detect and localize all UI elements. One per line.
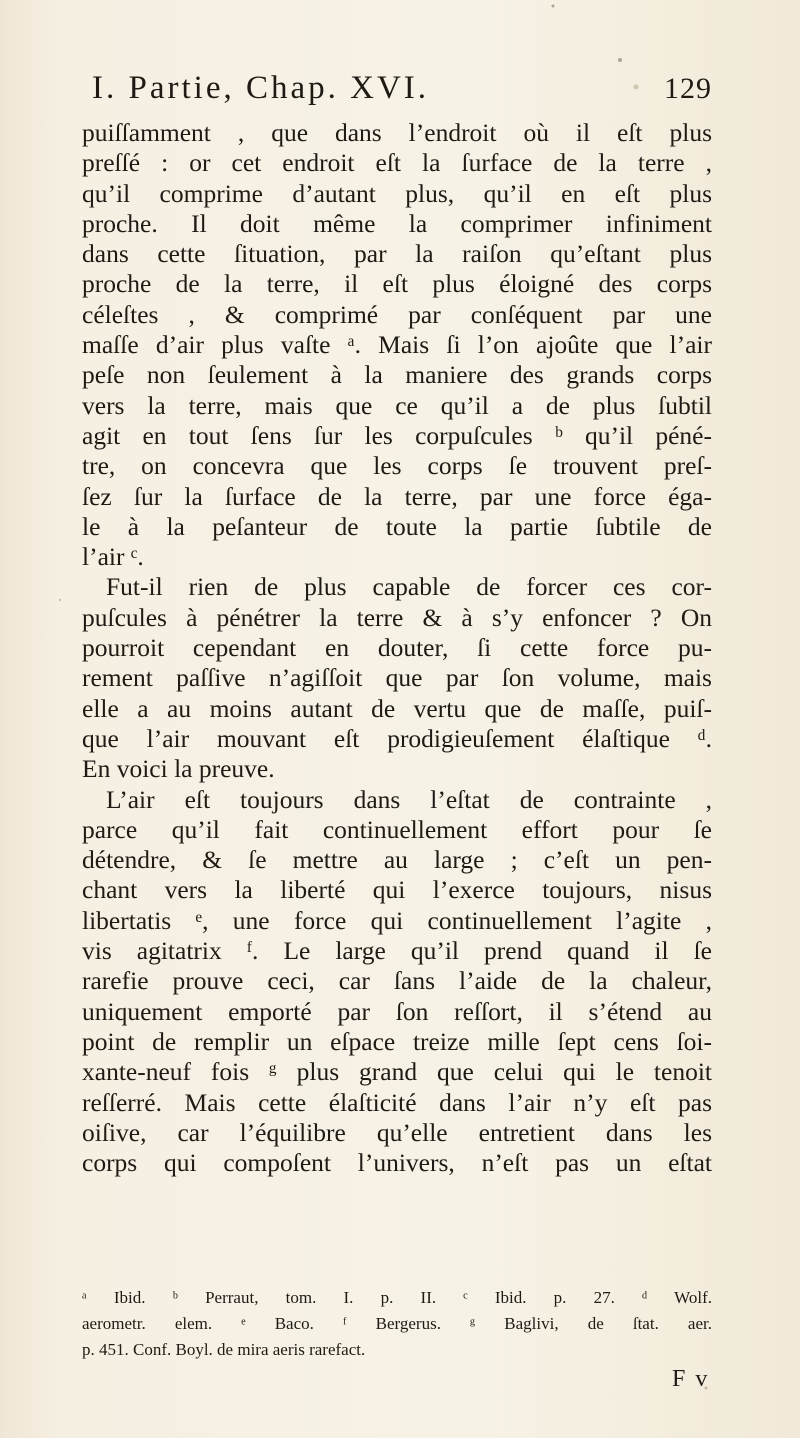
text-line: rarefie prouve ceci, car ſans l’aide de la chaleur, <box>82 966 712 996</box>
footnote-line: ᵃ Ibid. ᵇ Perraut, tom. I. p. II. ᶜ Ibid. p. 27. ᵈ Wolf. <box>82 1288 712 1307</box>
text-line: qu’il comprime d’autant plus, qu’il en eſt plus <box>82 178 712 208</box>
text-line: xante-neuf fois ᵍ plus grand que celui qui le tenoit <box>82 1057 712 1087</box>
text-line: proche de la terre, il eſt plus éloigné des corps <box>82 269 712 299</box>
page-number: 129 <box>664 72 712 105</box>
text-line: chant vers la liberté qui l’exerce toujours, nisus <box>82 875 712 905</box>
footnotes <box>82 1285 712 1363</box>
text-line: proche. Il doit même la comprimer infiniment <box>82 208 712 238</box>
text-line: dans cette ſituation, par la raiſon qu’eſtant plus <box>82 239 712 269</box>
text-line: l’air ᶜ. <box>82 542 144 572</box>
text-line: peſe non ſeulement à la maniere des grands corps <box>82 360 712 390</box>
text-line: céleſtes , & comprimé par conſéquent par une <box>82 299 712 329</box>
text-line: point de remplir un eſpace treize mille ſept cens ſoi- <box>82 1026 712 1056</box>
text-line: pourroit cependant en douter, ſi cette force pu- <box>82 633 712 663</box>
body-text <box>82 118 712 1178</box>
text-line: détendre, & ſe mettre au large ; c’eſt un pen- <box>82 845 712 875</box>
text-line: libertatis ᵉ, une force qui continuellement l’agite , <box>82 905 712 935</box>
running-title: I. Partie, Chap. XVI. <box>92 70 430 106</box>
text-line: rement paſſive n’agiſſoit que par ſon volume, mais <box>82 663 712 693</box>
text-line: puſcules à pénétrer la terre & à s’y enfoncer ? On <box>82 602 712 632</box>
text-line: que l’air mouvant eſt prodigieuſement élaſtique ᵈ. <box>82 723 712 753</box>
text-line: vis agitatrix ᶠ. Le large qu’il prend quand il ſe <box>82 936 712 966</box>
text-line: reſſerré. Mais cette élaſticité dans l’air n’y eſt pas <box>82 1087 712 1117</box>
text-line: le à la peſanteur de toute la partie ſubtile de <box>82 511 712 541</box>
text-line: puiſſamment , que dans l’endroit où il eſt plus <box>82 118 712 147</box>
page-header <box>82 70 712 120</box>
text-line: vers la terre, mais que ce qu’il a de plus ſubtil <box>82 390 712 420</box>
text-line: L’air eſt toujours dans l’eſtat de contrainte , <box>106 784 712 814</box>
text-line: parce qu’il fait continuellement effort pour ſe <box>82 814 712 844</box>
text-line: elle a au moins autant de vertu que de maſſe, puiſ- <box>82 693 712 723</box>
text-line: Fut-il rien de plus capable de forcer ces cor- <box>106 572 712 602</box>
text-line: maſſe d’air plus vaſte ᵃ. Mais ſi l’on ajoûte que l’air <box>82 330 712 360</box>
text-line: ſez ſur la ſurface de la terre, par une force éga- <box>82 481 712 511</box>
text-line: preſſé : or cet endroit eſt la ſurface de la terre , <box>82 148 712 178</box>
text-line: tre, on concevra que les corps ſe trouvent preſ- <box>82 451 712 481</box>
text-line: uniquement emporté par ſon reſſort, il s’étend au <box>82 996 712 1026</box>
text-line: oiſive, car l’équilibre qu’elle entretient dans les <box>82 1117 712 1147</box>
signature-mark: F v <box>672 1366 710 1392</box>
footnote-line: aerometr. elem. ᵉ Baco. ᶠ Bergerus. ᵍ Baglivi, de ſtat. aer. <box>82 1314 712 1333</box>
text-line: En voici la preuve. <box>82 754 275 784</box>
text-line: corps qui compoſent l’univers, n’eſt pas un eſtat <box>82 1148 712 1178</box>
footnote-line: p. 451. Conf. Boyl. de mira aeris rarefact. <box>82 1340 366 1359</box>
text-line: agit en tout ſens ſur les corpuſcules ᵇ qu’il péné- <box>82 420 712 450</box>
